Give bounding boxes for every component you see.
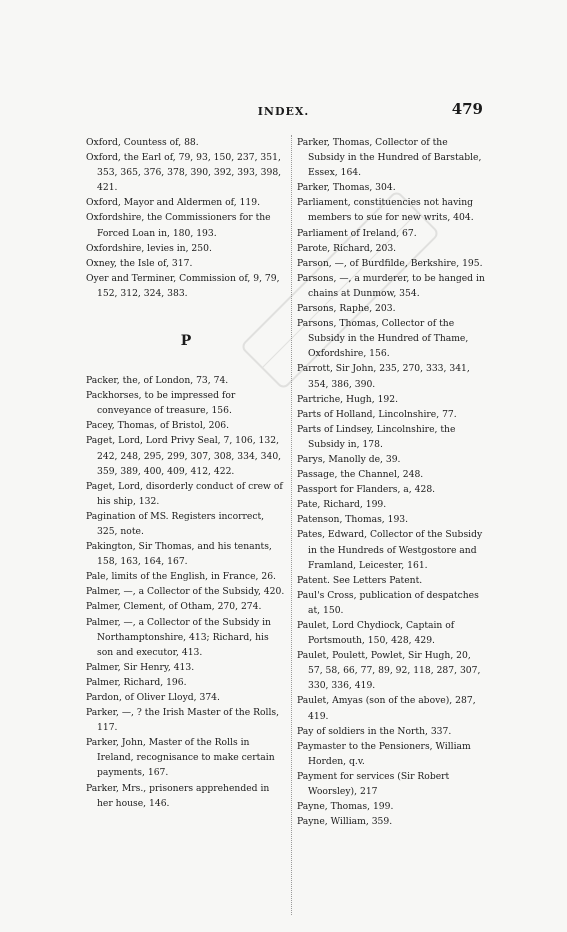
left-column	[86, 135, 286, 811]
section-letter: P	[180, 333, 192, 350]
index-entry: Paulet, Amyas (son of the above), 287, 419.	[297, 695, 476, 722]
index-entry: Parsons, —, a murderer, to be hanged in chains at Dunmow, 354.	[297, 272, 485, 299]
index-entry: Payne, William, 359.	[297, 816, 393, 828]
index-entry: Pate, Richard, 199.	[297, 499, 387, 511]
index-entry: Parliament, constituencies not having members to sue for new writs, 404.	[297, 197, 474, 224]
index-entry: Patent. See Letters Patent.	[297, 574, 423, 586]
index-entry: Pay of soldiers in the North, 337.	[297, 725, 452, 737]
index-entry: Oyer and Terminer, Commission of, 9, 79, 152, 312, 324, 383.	[86, 272, 280, 299]
page-number: 479	[451, 100, 483, 118]
column-divider	[291, 135, 292, 915]
entries-after-letter	[86, 373, 286, 811]
index-entry: Payne, Thomas, 199.	[297, 801, 394, 813]
page-title: INDEX.	[257, 105, 310, 118]
index-entry: Paulet, Lord Chydiock, Captain of Portsmouth, 150, 428, 429.	[297, 620, 455, 647]
index-entry: Parker, Thomas, Collector of the Subsidy in the Hundred of Barstable, Essex, 164.	[297, 137, 482, 179]
index-entry: Parsons, Raphe, 203.	[297, 303, 396, 315]
index-entry: Pardon, of Oliver Lloyd, 374.	[86, 692, 220, 703]
index-entry: Parker, Thomas, 304.	[297, 182, 396, 194]
index-entry: Paymaster to the Pensioners, William Horden, q.v.	[297, 740, 471, 767]
right-column	[297, 135, 487, 829]
index-entry: Pale, limits of the English, in France, 26.	[86, 571, 276, 583]
index-entry: Pates, Edward, Collector of the Subsidy in the Hundreds of Westgostore and Framland, Leicester, 161.	[297, 529, 483, 571]
index-entry: Paget, Lord, disorderly conduct of crew of his ship, 132.	[86, 480, 283, 507]
index-entry: Oxford, Mayor and Aldermen of, 119.	[86, 197, 261, 209]
index-entry: Palmer, Richard, 196.	[86, 676, 187, 688]
index-entry: Oxford, the Earl of, 79, 93, 150, 237, 351, 353, 365, 376, 378, 390, 392, 393, 398, 421.	[86, 152, 282, 194]
entries-before-letter	[86, 135, 286, 301]
index-entry: Parote, Richard, 203.	[297, 242, 397, 254]
index-entry: Parsons, Thomas, Collector of the Subsidy in the Hundred of Thame, Oxfordshire, 156.	[297, 318, 469, 360]
index-entry: Oxford, Countess of, 88.	[86, 137, 199, 148]
index-entry: Parrott, Sir John, 235, 270, 333, 341, 354, 386, 390.	[297, 363, 470, 390]
index-entry: Paul's Cross, publication of despatches at, 150.	[297, 589, 479, 616]
index-entry: Palmer, —, a Collector of the Subsidy in Northamptonshire, 413; Richard, his son and executor, 413.	[86, 616, 271, 658]
index-entry: Partriche, Hugh, 192.	[297, 393, 399, 405]
index-entry: Parker, —, ? the Irish Master of the Rolls, 117.	[86, 707, 280, 734]
index-entry: Palmer, —, a Collector of the Subsidy, 420.	[86, 586, 285, 598]
index-entry: Parson, —, of Burdfilde, Berkshire, 195.	[297, 257, 483, 269]
index-entry: Parts of Holland, Lincolnshire, 77.	[297, 408, 457, 420]
index-entry: Patenson, Thomas, 193.	[297, 514, 409, 526]
right-entries	[297, 135, 487, 829]
index-entry: Passage, the Channel, 248.	[297, 469, 424, 481]
index-entry: Parys, Manolly de, 39.	[297, 453, 401, 465]
index-entry: Palmer, Clement, of Otham, 270, 274.	[86, 601, 262, 613]
index-entry: Palmer, Sir Henry, 413.	[86, 661, 195, 673]
index-entry: Pacey, Thomas, of Bristol, 206.	[86, 420, 230, 432]
index-entry: Passport for Flanders, a, 428.	[297, 484, 436, 496]
index-entry: Paget, Lord, Lord Privy Seal, 7, 106, 132, 242, 248, 295, 299, 307, 308, 334, 340, 359, 389, 400, 409, 412, 422.	[86, 435, 282, 477]
index-entry: Oxney, the Isle of, 317.	[86, 257, 193, 269]
index-entry: Oxfordshire, the Commissioners for the Forced Loan in, 180, 193.	[86, 212, 271, 239]
index-entry: Oxfordshire, levies in, 250.	[86, 242, 212, 254]
index-entry: Pakington, Sir Thomas, and his tenants, 158, 163, 164, 167.	[86, 541, 272, 568]
index-entry: Paulet, Poulett, Powlet, Sir Hugh, 20, 57, 58, 66, 77, 89, 92, 118, 287, 307, 330, 336, 419.	[297, 650, 481, 692]
index-entry: Packer, the, of London, 73, 74.	[86, 375, 229, 387]
index-entry: Payment for services (Sir Robert Woorsley), 217	[297, 770, 450, 798]
index-entry: Parts of Lindsey, Lincolnshire, the Subsidy in, 178.	[297, 423, 456, 450]
index-entry: Parliament of Ireland, 67.	[297, 227, 417, 239]
index-entry: Packhorses, to be impressed for conveyance of treasure, 156.	[86, 390, 236, 417]
index-entry: Parker, John, Master of the Rolls in Ireland, recognisance to make certain payments, 167.	[86, 737, 275, 779]
index-entry: Pagination of MS. Registers incorrect, 325, note.	[86, 510, 265, 537]
index-entry: Parker, Mrs., prisoners apprehended in her house, 146.	[86, 782, 270, 809]
